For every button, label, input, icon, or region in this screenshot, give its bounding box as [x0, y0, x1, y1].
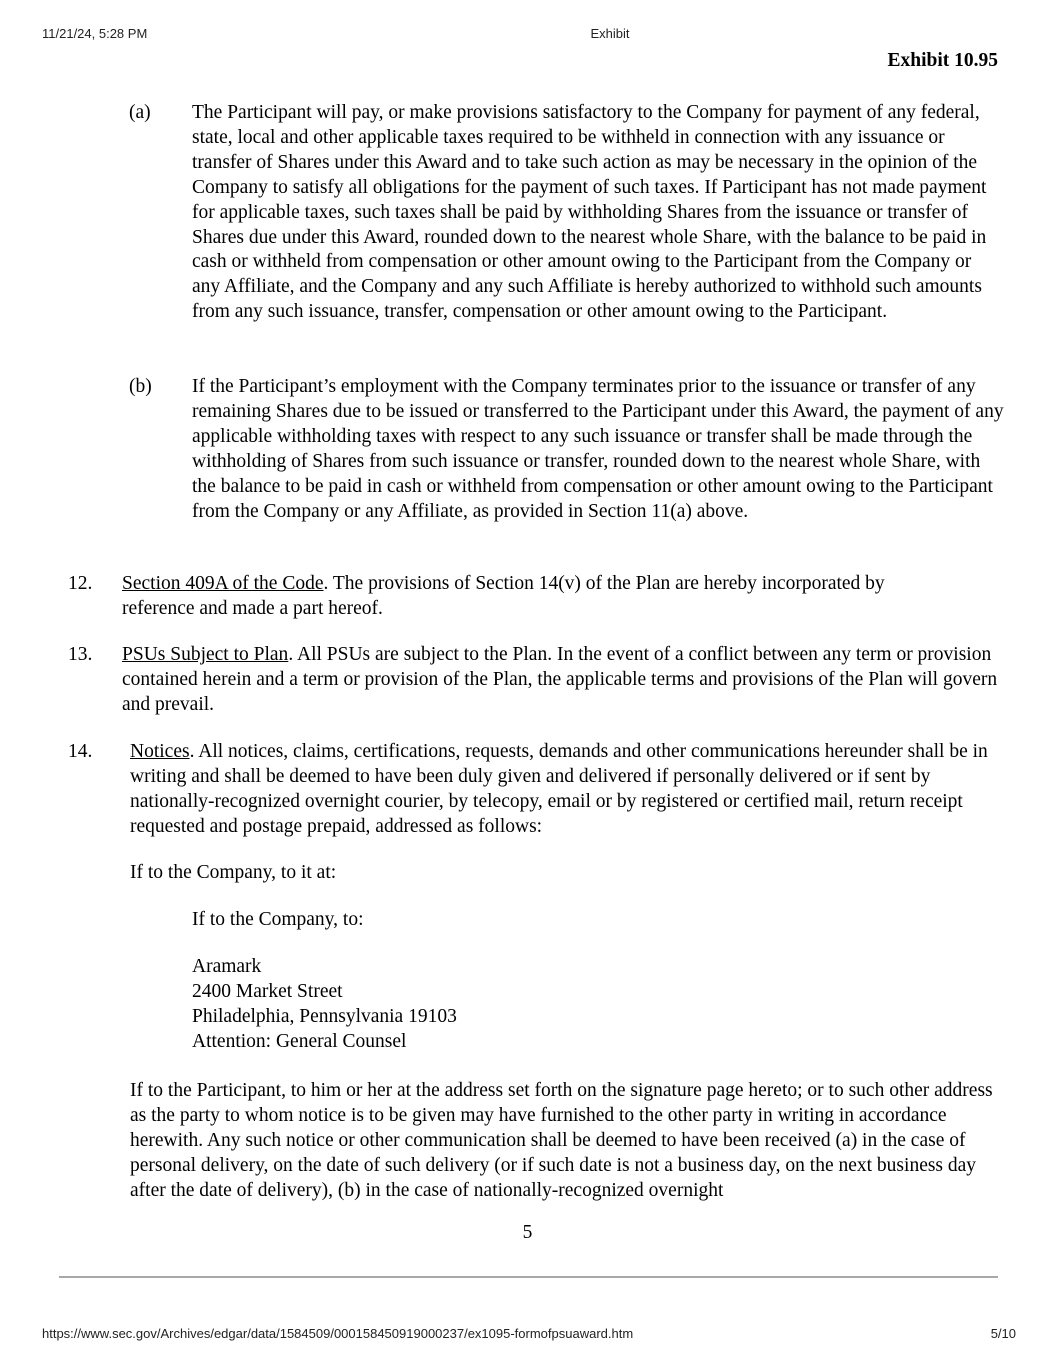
section-13-title: PSUs Subject to Plan [122, 644, 289, 665]
section-12-title: Section 409A of the Code [122, 573, 324, 594]
address-line-4: Attention: General Counsel [192, 1031, 407, 1052]
section-14-text: . All notices, claims, certifications, requests, demands and other communications hereunder shall be in writing and shall be deemed to have been duly given and delivered if personally delivered or if sent by nationally-recognized overnight courier, by telecopy, email or by registered or certified mail, return receipt requested and postage prepaid, addressed as follows: [130, 741, 988, 837]
source-url: https://www.sec.gov/Archives/edgar/data/1584509/000158450919000237/ex1095-formofpsuaward.htm [42, 1326, 634, 1341]
page-number: 5 [522, 1222, 533, 1243]
address-line-2: 2400 Market Street [192, 981, 343, 1002]
participant-notice-text: If to the Participant, to him or her at the address set forth on the signature page hereto; or to such other address as the party to whom notice is to be given may have furnished to the other party in writing in accordance herewith. Any such notice or other communication shall be deemed to have been received (a) in the case of personal delivery, on the date of such delivery (or if such date is not a business day, on the next business day after the date of delivery), (b) in the case of nationally-recognized overnight [130, 1080, 993, 1201]
page-divider [59, 1276, 998, 1278]
clause-b-text: If the Participant’s employment with the Company terminates prior to the issuance or transfer of any remaining Shares due to be issued or transferred to the Participant under this Award, the payment of any applicable withholding taxes with respect to any such issuance or transfer shall be made through the withholding of Shares from such issuance or transfer, rounded down to the nearest whole Share, with the balance to be paid in cash or withheld from compensation or other amount owing to the Participant from the Company or any Affiliate, as provided in Section 11(a) above. [192, 376, 1004, 522]
section-14-number: 14. [68, 741, 93, 762]
company-to: If to the Company, to: [192, 909, 364, 930]
address-line-3: Philadelphia, Pennsylvania 19103 [192, 1006, 457, 1027]
section-13-paragraph [122, 643, 1000, 718]
address-line-1: Aramark [192, 956, 262, 977]
section-12-paragraph [122, 572, 937, 622]
clause-b-marker: (b) [129, 376, 152, 397]
print-datetime: 11/21/24, 5:28 PM [42, 26, 148, 41]
clause-a-marker: (a) [129, 102, 151, 123]
exhibit-label: Exhibit 10.95 [887, 50, 998, 71]
section-14-title: Notices [130, 741, 190, 762]
section-13-number: 13. [68, 644, 93, 665]
company-intro: If to the Company, to it at: [130, 862, 337, 883]
clause-a-text: The Participant will pay, or make provisions satisfactory to the Company for payment of any federal, state, local and other applicable taxes required to be withheld in connection with any issuance or transfer of Shares under this Award and to take such action as may be necessary in the opinion of the Company to satisfy all obligations for the payment of such taxes. If Participant has not made payment for applicable taxes, such taxes shall be paid by withholding Shares from the issuance or transfer of Shares due under this Award, rounded down to the nearest whole Share, with the balance to be paid in cash or withheld from compensation or other amount owing to the Participant from the Company or any Affiliate, and the Company and any such Affiliate is hereby authorized to withhold such amounts from any such issuance, transfer, compensation or other amount owing to the Participant. [192, 102, 987, 323]
section-12-text: . The provisions of Section 14(v) of the Plan are hereby incorporated by reference and made a part hereof. [122, 573, 885, 619]
print-title: Exhibit [590, 26, 630, 41]
section-13-text: . All PSUs are subject to the Plan. In the event of a conflict between any term or provision contained herein and a term or provision of the Plan, the applicable terms and provisions of the Plan will govern and prevail. [122, 644, 998, 715]
print-page-count: 5/10 [990, 1326, 1016, 1341]
section-14-paragraph [130, 740, 1002, 840]
section-12-number: 12. [68, 573, 93, 594]
